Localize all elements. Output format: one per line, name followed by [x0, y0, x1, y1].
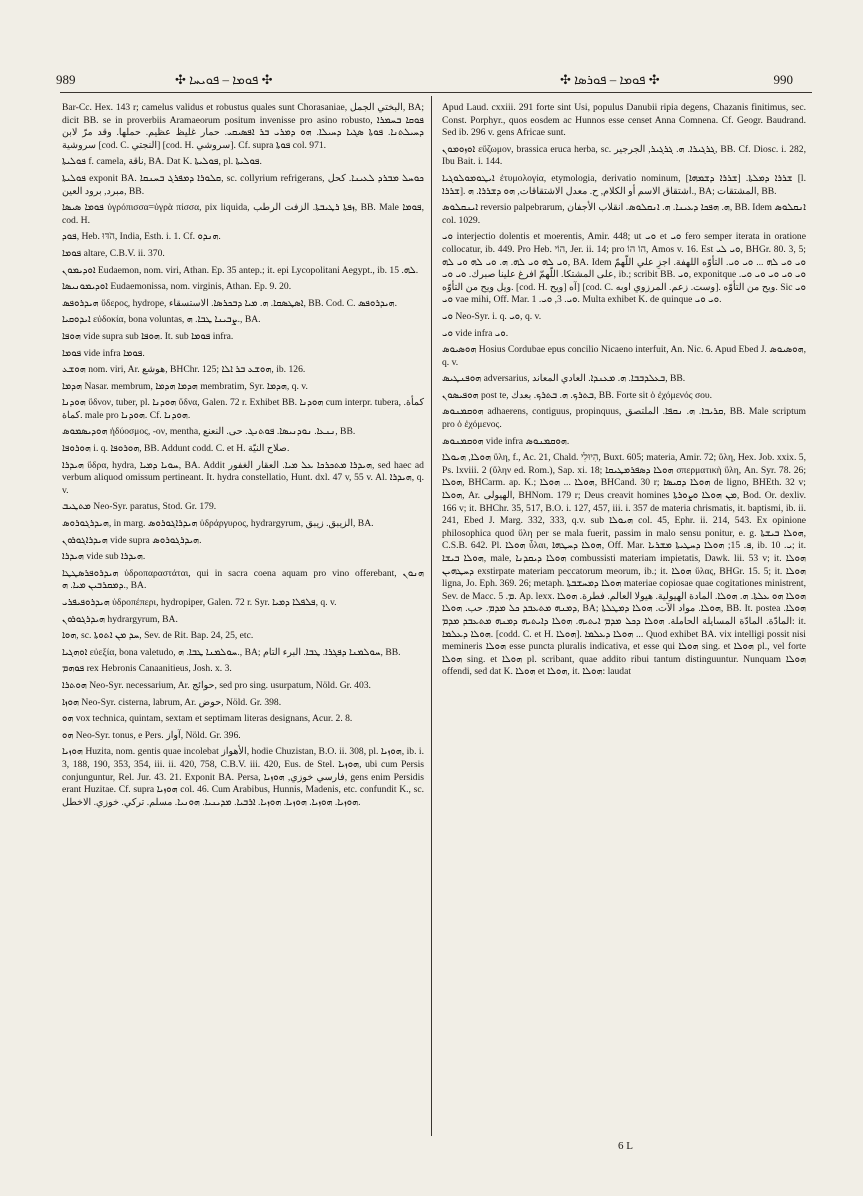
dictionary-entry: ܗܘܦܝܣܘܢ post te, ܒܬܪܟ. ܗ. ܒܬܪܟ. بعدك, BB. Forte sit ὁ ἐχόμενός σου.: [442, 389, 713, 401]
dictionary-entry: ܗܘܙܝܐ Huzita, nom. gentis quae incolebat الأهواز, hodie Chuzistan, B.O. ii. 308, pl. ܗܘܙܝܐ, ib. i. 3, 188, 190, 353, 354, iii. ii. 420, 758, C.B.V. iii. 420, Eus. de Stel. ܗܘܙܝܐ, ubi cum Persis conjunguntur, Rel. Jur. 43. 21. Exponit BA. Persa, فارسي خوزي, ܗܘܙܝܐ, gens enim Persidis erant Huzitae. Cf. supra ܗܘܙܝܐ col. 46. Cum Arabibus, Hunnis, Madenis, etc. confundit K., sc. ܗܘܙܝܐ. ܗܘܙܝܐ. ܗܘܙܝܐ. ܗܘܙܝܐ. ܐܪܒܝܐ. ܡܕܝܢܝܐ. ܗܘܢܝܐ. مسلم. تركي. خوزي. الاخطل.: [62, 746, 425, 808]
dictionary-entry: ܗܝܕܪܐܓܘܪܘܢ vide supra ܗܝܕܪܓܘܪܘܣ.: [62, 534, 202, 546]
dictionary-entry: ܗܘܐ, sc. ܚܕ ܡܢ ܐܬܘܬܐ, Sev. de Rit. Bap. 24, 25, etc.: [62, 630, 254, 642]
dictionary-entry: ܘܝ vide infra ܘܝ.: [442, 327, 509, 339]
page-number-left: 989: [56, 72, 76, 87]
dictionary-entry: ܗܝܕܪܓܘܪܘܢ hydrargyrum, BA.: [62, 613, 178, 625]
dictionary-entry: ܗܘ Neo-Syr. tonus, e Pers. آواز, Nöld. Gr. 396.: [62, 729, 241, 741]
dictionary-entry: ܗܘܕܝܣܡܘܣ ἡδύοσμος, -ον, mentha, ܢܢܥܐ. ܢܘܕܢܝܣܐ. ܦܘܬܢܓ. حى. النعنع, BB.: [62, 426, 356, 438]
dictionary-entry: ܗܘ vox technica, quintam, sextam et septimam literas designans, Acur. 2. 8.: [62, 713, 353, 725]
dictionary-entry: Bar-Cc. Hex. 143 r; camelus validus et robustus quales sunt Chorasaniae, البختي الجمل, BA; dicit BB. se in proverbiis Aramaeorum positum invenisse pro asino robusto, ܦܘܩܐ ܒܚܡܪܐ ܕܚܝܠܬܢܐ. ܦܘܬܐ ܣܓܝܐ ܕܚܝܠܐ. ܗܘ ܕܡܪܝ ܒܪ ܐܦܣܝܩܝ. حمار غليظ عظيم. حملها. وقد مرّ لابن سروشية [cod. C. النجتي] [cod. H. سروشي]. Cf. supra ܦܘܬܐ col. 971.: [62, 102, 425, 151]
running-head-right: ✣ ܦܘܡܐ – ܦܘܪܣܐ ✣: [560, 72, 660, 87]
dictionary-entry: ܘܝ Neo-Syr. i. q. ܘܝ, q. v.: [442, 310, 542, 322]
dictionary-entry: ܦܘܕ, Heb. הֹדּוּ, India, Esth. i. 1. Cf. ܗܢܕܘ.: [62, 231, 221, 243]
dictionary-entry: ܗܝܕܪܘܦܪܣܛܛܐ ὑδροπαραστάται, qui in sacra coena aquam pro vino offerebant, ܗܢܘܢ ܕܡܩܪܒܝܢ ܡܝܐ. ܗ., BA.: [62, 567, 424, 592]
dictionary-entry: ܐܘܕܝܡܘܢ Eudaemon, nom. viri, Athan. Ep. 35 antep.; it. epi Lycopolitani Aegypt., ib. ܠܗ. 15.: [62, 264, 419, 276]
dictionary-entry: ܦܘܡܐ vide infra ܦܘܡܐ.: [62, 347, 145, 359]
dictionary-entry: ܦܘܠܝܬܐ exponit BA. ܩܠܘܪܐ ܕܡܦܪܓ ܒܚܢܩܐ, sc. collyrium refrigerans, ܟܘܚܠ ܡܒܪܕ ܠܥܝܢܐ. كحل مبرد, برود العين, BB.: [62, 172, 424, 197]
dictionary-entry: ܐܘܙܘܡܘܢ εὔζωμον, brassica eruca herba, sc. ܓܪܓܝܪܐ. ܗ. ܓܪܓܝܪ, الجرجير, BB. Cf. Diosc. i. 282, Ibu Bait. i. 144.: [442, 143, 806, 168]
dictionary-entry: ܗܝܕܪܓܘܪܘܣ, in marg. ܗܝܕܪܐܓܘܪܘܣ ὑδράργυρος, hydrargyrum, الزيبق. زيبق, BA.: [62, 518, 374, 530]
dictionary-entry: ܗܘܣܝܘܣ Hosius Cordubae epus concilio Nicaeno interfuit, An. Nic. 6. Apud Ebed J. ܗܘܣܝܘܣ, q. v.: [442, 344, 806, 368]
left-column: [62, 102, 424, 813]
dictionary-entry: ܘܝ interjectio dolentis et moerentis, Amir. 448; ut ܘܝ et ܘܝ fero semper iterata in oratione collocatur, ib. 449. Pro Heb. הוֹי, Jer. ii. 14; pro הוֹ הוֹ, Amos v. 16. Est ܘܝ ܠܝ, BHGr. 80. 3, 5; ܘܝ ܠܗ ܘܝ ܠܗ. ܗ. ܘܝ ܠܗ ܘܝ ܠܗ, BA. Idem ܘܝ ܘܝ ܠܗ ... ܘܝ ܘܝ. التأوّه اللهفة. اجزِ علي اللّهمّ على المشتكا. اللّهمّ افرغ علينا صبرك. ܘܝ ܘܝ, ib.; scribit BB. ܘܝ, exponitque ܘܝ ܘܝ ܘܝ ܘܝ ܘܝ. ويل ويح من التأوّه. [cod. H. ويح] آه] [cod. C. وست. زعم. المرزوي اوبه]. ويح من التأوّه. Sic ܘܝ ܘܝ vae mihi, Off. Mar. ܘܝ. 3, ܘܝ. 1. Multa exhibet K. de quinque ܘܝ ܘܝ.: [442, 231, 806, 306]
dictionary-entry: ܦܘܠܝܬܐ f. camela, ناقة, BA. Dat K. ܦܘܠܝܬܐ, pl. ܦܘܠܝܬܐ.: [62, 156, 262, 168]
dictionary-entry: ܐܝܕܘܩܝܐ εὐδοκία, bona voluntas, ܨܒܝܢܐ ܛܒܐ. ܗ., BA.: [62, 314, 261, 326]
dictionary-entry: ܗܘܩܡܢܘܣ vide infra ܗܘܩܡܢܘܣ.: [442, 435, 570, 447]
column-divider: [431, 96, 432, 1136]
dictionary-entry: ܗܘܕܢܐ ὕδνον, tuber, pl. ܗܘܕܢܐ ὕδνα, Galen. 72 r. Exhibet BB. ܗܘܕܢܐ cum interpr. tubera, كمأة. كماة. male pro ܗܘܕܢܐ. Cf. ܗܘܕܢܐ.: [62, 397, 425, 421]
dictionary-entry: ܡܬܛܝܒ Neo-Syr. paratus, Stod. Gr. 179.: [62, 501, 217, 513]
dictionary-entry: Apud Laud. cxxiii. 291 forte sint Usi, populus Danubii ripia degens, Chazanis finitimus, sec. Const. Porphyr., quos eosdem ac Hunnos esse censet Anna Comnena. Cf. Geogr. Baudrand. Sed ib. 296 v. gens Africae sunt.: [442, 102, 806, 139]
dictionary-entry: ܗܝܕܪܐ vide sub ܗܝܕܪܐ.: [62, 551, 146, 563]
dictionary-entry: ܗܝܕܪܐ ὕδρα, hydra, ܚܘܝܐ ܕܡܝܐ, BA. Addit ܗܝܕܪܐ ܡܬܟܪܟܐ ܥܠ ܡܝܐ. العقار الغفور, sed haec ad verbum aliquod omissum pertineant. It. hydra constellatio, Hunt. dxl. 47 v, 55 v. Al. ܗܝܕܪܐ, q. v.: [62, 459, 424, 496]
dictionary-entry: ܐܘܗܓܝܐ εὐεξία, bona valetudo, ܚܘܠܡܢܐ ܛܒܐ. ܗ., BA; ܚܘܠܡܢܐ ܕܦܓܪܐ. ܛܒܐ. البرء التام, BB.: [62, 646, 401, 658]
dictionary-entry: ܗܘܠܐ, ܗܝܘܠܐ ὕλη, f., Ac. 21, Chald. הִיוּלִי, Buxt. 605; materia, Amir. 72; ὕλη, Hex. Job. xxix. 5, Ps. lxviii. 2 (ὕλην ed. Rom.), Sap. xi. 18; ܗܘܠܐ ܕܣܦܪܡܛܝܩܐ σπερματικὴ ὕλη, An. Syr. 78. 26; ܗܘܠܐ, BHCarm. ap. K.; ܗܘܠܐ ... ܗܘܠܐ, BHCand. 30 r; ܗܘܠܐ ܕܩܝܣܐ de ligno, BHEth. 32 v; ܗܘܠܐ, Ar. الهيولى, BHNom. 179 r; Deus creavit homines ܡܢ ܗܘܠܐ ܘܨܘܪܬܐ, Bod. Or. dexliv. 166 v; it. BHChr. 35, 517, B.O. i. 127, 457, iii. i. 357 de materia chrismatis, it. baptismi, ib. ii. 241, Ebed J. Marg. 332, 333, q.v. sub ܗܝܘܠܐ col. 45, Ephr. ii. 214, 543. Ex opinione philosophica quod ὕλη per se mala fuerit, passim in malo sensu ponitur, e. g. ܗܘܠܐ ܒܝܫܬܐ, C.S.B. 642. Pl. ܗܘܠܐ ὗλαι, ܗܘܠܐ ܕܚܛܗܐ, Off. Mar. ܦ. 15; ܗܘܠܐ ܕܚܛܝܬܐ ܡܫܪܝܐ, ib. ܝ. 10; it. ܗܘܠܐ ܒܝܫܐ, male, ܗܘܠܐ ܕܝܩܕܢܐ combussisti materiam impietatis, Dawk. lii. 53 v; it. ܗܘܠܐ ܕܚܛܗܝܢ exstirpate materiam peccatorum meorum, ib.; it. ܗܘܠܐ ὕλας, BHGr. 15. 5; it. ܗܘܠܐ ligna, Jo. Eph. 369. 26; metaph. ܗܘܠܐ ܕܡܚܫܒܬܐ materiae copiosae quae cogitationes ministrent, Sev. de Macc. ܡ. 5. Ap. lexx. ܗܘܠܐ ܗܘ ܥܠܬܐ. ܗ. ܗܘܠܐ. المادة الهيولية. هيولا العالم. فطرة. ܗܘܠܐ ܕܡܢܗ ܡܬܥܒܕ ܟܠ ܡܕܡ. حب. ܗܘܠܐ, BA; ܗܘܠܐ. مواد الآت. ܗܘܠܐ ܕܡܛܠܬܐ, BB. It. postea ܗܘܠܐ. المادّة. المادّة المسايلة الحاملة. ܗܘܠܐ ܕܟܠ ܡܕܡ ܐܝܬܝܗ. ܗܘܠܐ ܕܐܝܬܝܗ ܕܡܢܗ ܡܬܥܒܕ ܡܕܡ: it. ܗܘܠܐ ܕܥܠܡܐ. [codd. C. et H. ܗܘܠܐ]. ܗܘܠܐ ܕܥܠܡܐ ... Quod exhibet BA. vix intelligi possit nisi meminеris ܗܘܠܐ esse puncta pluralis indicativa, et esse qui ܗܘܠܐ sing. et ܗܘܠܐ pl., vel forte ܗܘܠܐ sing. et ܗܘܠܐ pl. scribant, quae addito ribui tantum distinguuntur. Nunquam ܗܘܠܐ offendi, sed dat K. ܗܘܠܐ et ܗܘܠܐ, it. ܗܘܠܐ: laudat: [442, 452, 807, 678]
dictionary-entry: ܗܝܕܪܘܦܣ ὕδερος, hydrope, ܐܣܛܣܩܐ. ܗ. ܡܝܐ ܕܒܟܪܣܐ. الاستسقاء, BB. Cod. C. ܗܝܕܪܘܦܣ.: [62, 297, 397, 309]
dictionary-entry: ܦܘܡܐ altare, C.B.V. ii. 370.: [62, 247, 165, 259]
right-column: [442, 102, 806, 683]
dictionary-entry: ܦܘܗܡ rex Hebronis Canaanitieus, Josh. x. 3.: [62, 663, 232, 675]
running-head-left: ✣ ܦܘܡܐ – ܦܘܝܚܐ ✣: [175, 72, 273, 87]
dictionary-entry: ܗܘܫܥ nom. viri, Ar. هوشع, BHChr. 125; ܗܘܫܥ ܒܪ ܐܠܐ, ib. 126.: [62, 364, 306, 376]
dictionary-entry: ܗܘܙܐ Neo-Syr. cisterna, labrum, Ar. حوض, Nöld. Gr. 398.: [62, 696, 282, 708]
dictionary-entry: ܗܕܡܐ Nasar. membrum, ܗܕܡܐ ܗܕܡܐ membratim, Syr. ܗܕܡܐ, q. v.: [62, 380, 308, 392]
header-rule: [60, 92, 812, 93]
dictionary-entry: ܐܘܕܝܡܘܢܝܣܐ Eudaemonissa, nom. virginis, Athan. Ep. 9. 20.: [62, 281, 292, 293]
page-number-right: 990: [773, 72, 793, 87]
dictionary-entry: ܐܝܛܘܡܘܠܘܓܝܐ ἐτυμολογία, etymologia, derivatio nominum, ܫܪܪܐ ܕܡܠܬܐ. [ܫܪܪܐ ܕܫܡܗܐ] [l. ܫܪܪܐ]. اشتقاق الاسم أو الكلام, ح. معدل الاشتقاقات, ܗܘ ܕܫܪܪܐ. ܗ., BA; المشتقات, BB.: [442, 172, 806, 197]
dictionary-entry: ܗܘܬܪܐ Neo-Syr. necessarium, Ar. حوائج, sed pro sing. usurpatum, Nöld. Gr. 403.: [62, 679, 371, 691]
dictionary-entry: ܦܘܡܐ ܣܝܣܐ ὑγρόπισσα=ὑγρὰ πίσσα, pix liquida, ܙܦܬܐ ܪܛܝܒܬܐ. الزفت الرطب, BB. Male ܦܘܡܐ, cod. H.: [62, 202, 424, 226]
dictionary-entry: ܐܝܢܩܠܘܣ reversio palpebrarum, ܗ. ܗܦܟܐ ܕܥܝܢܐ. ܗ. ܐܢܩܠܘܣ. انقلاب الأجفان, BB. Idem ܐܢܩܠܘܣ col. 1029.: [442, 202, 806, 226]
dictionary-entry: ܗܘܪܘܦܐ i. q. ܗܘܪܘܦܐ, BB. Addunt codd. C. et H. صلاح النيّة.: [62, 443, 290, 455]
dictionary-entry: ܗܘܦܐ vide supra sub ܗܘܦܐ. It. sub ܦܘܡܐ infra.: [62, 330, 234, 342]
dictionary-entry: ܗܘܦܢܛܝܣ adversarius, ܒܥܠܕܒܒܐ. ܗ. ܡܥܢܕܐ. العادي المعاند, BB.: [442, 373, 686, 385]
dictionary-entry: ܗܝܕܪܘܦܝܦܪܝ ὑδροπέπερι, hydropiper, Galen. 72 r. Syr. ܦܠܦܠܐ ܕܡܝܐ, q. v.: [62, 597, 337, 608]
dictionary-entry: ܗܘܩܡܢܘܣ adhaerens, contiguus, propinquus, ܩܪܝܒܐ. ܗ. ܢܩܦܐ. الملتصق, BB. Male scriptum pro ὁ ἐχόμενος.: [442, 406, 807, 431]
signature-mark: 6 L: [618, 1140, 633, 1152]
